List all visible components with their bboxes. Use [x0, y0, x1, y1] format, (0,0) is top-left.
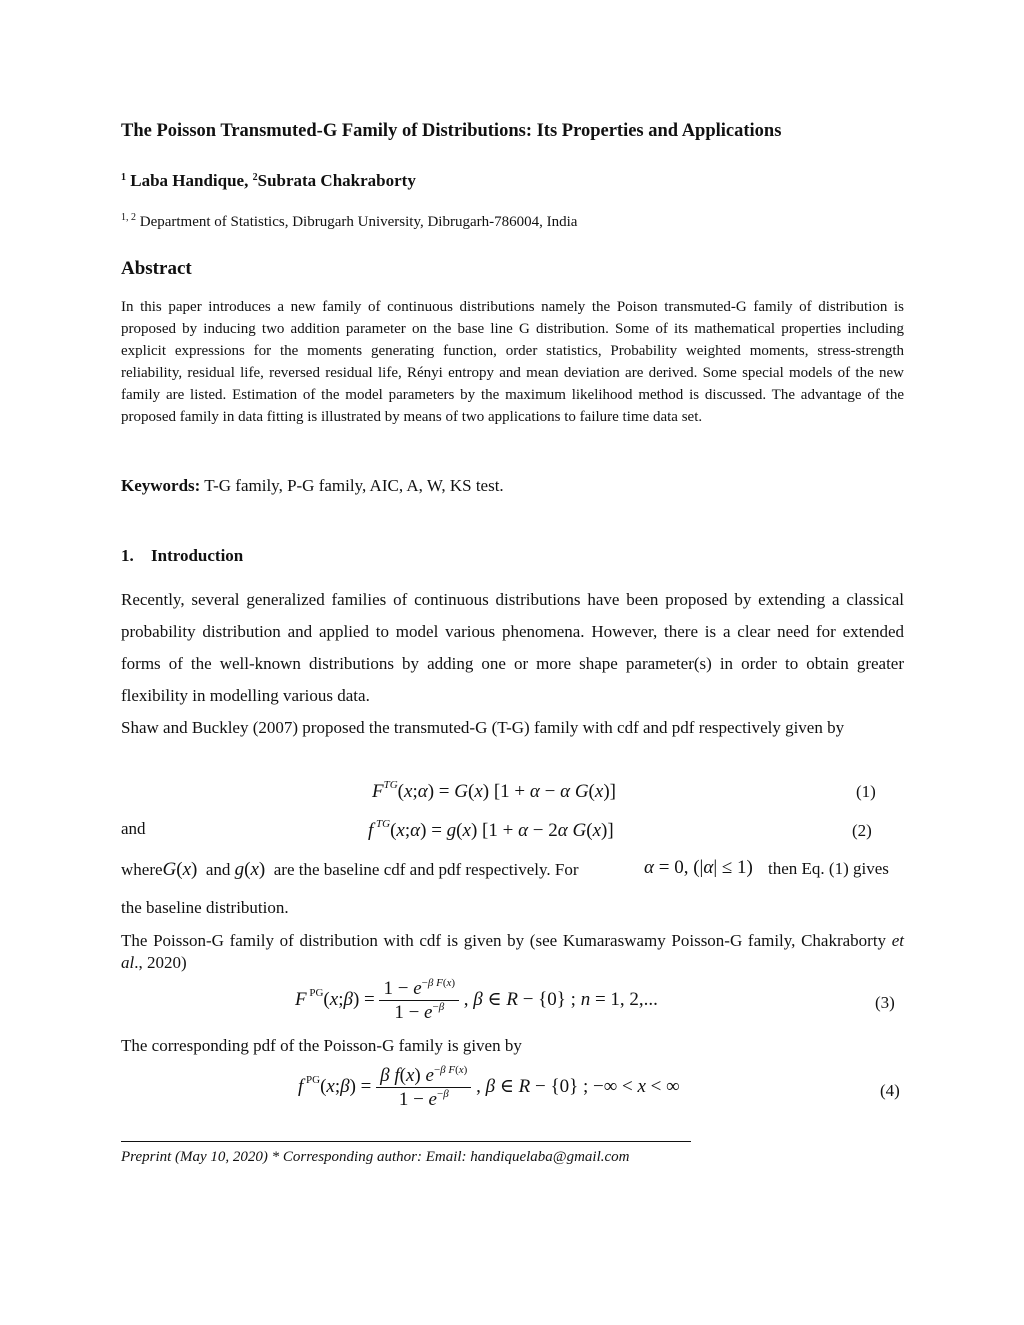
- abstract-text: In this paper introduces a new family of continuous distributions namely the Poison transmuted-G family of distribution is proposed by inducing two addition parameter on the base line G distribution. Some of its mathematical properties including explicit expressions for the moments generating function, order statistics, Probability weighted moments, stress-strength reliability, residual life, reversed residual life, Rényi entropy and mean deviation are derived. Some special models of the new family are listed. Estimation of the model parameters by the maximum likelihood method is discussed. The advantage of the proposed family in data fitting is illustrated by means of two applications to failure time data set.: [121, 299, 904, 426]
- equation-4: f $^{PG}$(x;β) = $\frac{\beta f(x) e^{-\beta F(x)}}{1 - e^{-\beta}}$ , β ∈ R − {0} ; −∞ < x < ∞: [298, 1064, 680, 1110]
- where-line-start: whereG(x) and g(x) are the baseline cdf and pdf respectively. For: [121, 859, 579, 880]
- author2-superscript: 2: [252, 172, 258, 183]
- equation-2: f $^{TG}$(x;α) = g(x) [1 + α − 2α G(x)]: [368, 818, 614, 841]
- where-text-b: and: [205, 860, 231, 879]
- keywords-text: T-G family, P-G family, AIC, A, W, KS test.: [204, 476, 504, 495]
- affiliation-line: [121, 212, 577, 231]
- footer-divider: [121, 1141, 691, 1142]
- poisson-g-paragraph: [121, 930, 904, 974]
- equation-1: $F^{TG}(x;\alpha) = G(x) [1 + \alpha - \alpha$ G(x)]: [372, 779, 616, 802]
- equation-4-fraction: $\frac{\beta f(x) e^{-\beta F(x)}}{1 - e^{-\beta}}$: [376, 1064, 471, 1111]
- author2-name: Subrata Chakraborty: [257, 171, 416, 190]
- equation-3-number: (3): [875, 993, 895, 1012]
- equation-4-number: (4): [880, 1081, 900, 1100]
- corresponding-pdf-text: The corresponding pdf of the Poisson-G family is given by: [121, 1036, 522, 1055]
- poisson-text: The Poisson-G family of distribution with cdf is given by (see Kumaraswamy Poisson-G family, Chakraborty: [121, 931, 887, 950]
- footer-note: Preprint (May 10, 2020) * Corresponding author: Email: handiquelaba@gmail.com: [121, 1149, 630, 1165]
- shaw-buckley-paragraph: Shaw and Buckley (2007) proposed the transmuted-G (T-G) family with cdf and pdf respectively given by: [121, 718, 845, 737]
- affiliation-text: Department of Statistics, Dibrugarh University, Dibrugarh-786004, India: [139, 214, 578, 230]
- authors-line: [121, 171, 416, 191]
- equation-3-fraction: $\frac{1 - e^{-\beta F(x)}}{1 - e^{-\beta}}$: [379, 977, 459, 1024]
- where-text-a: where: [121, 860, 163, 879]
- equation-2-number: (2): [852, 821, 872, 840]
- author1-superscript: 1: [121, 172, 126, 183]
- and-label: and: [121, 819, 146, 838]
- abstract-heading: Abstract: [121, 258, 192, 279]
- affiliation-superscript: 1, 2: [121, 212, 136, 223]
- intro-paragraph: Recently, several generalized families of continuous distributions have been proposed by extending a classical probability distribution and applied to model various phenomena. However, there is a clear need for extended forms of the well-known distributions by adding one or more shape parameter(s) in order to obtain greater flexibility in modelling various data.: [121, 590, 904, 705]
- poisson-etal: et al: [121, 931, 904, 972]
- keywords-line: [121, 476, 504, 496]
- section-title: Introduction: [151, 546, 244, 565]
- keywords-label: Keywords:: [121, 476, 201, 495]
- equation-1-number: (1): [856, 782, 876, 801]
- equation-3: F $^{PG}$(x;β) = $\frac{1 - e^{-\beta F(x)}}{1 - e^{-\beta}}$ , β ∈ R − {0} ; n = 1, 2,...: [295, 977, 658, 1023]
- section-heading-introduction: [121, 546, 243, 566]
- where-text-c: are the baseline cdf and pdf respectively. For: [273, 860, 579, 879]
- section-number: 1.: [121, 546, 134, 565]
- alpha-condition: α = 0, (|α| ≤ 1): [644, 857, 753, 878]
- author1-name: Laba Handique,: [130, 171, 249, 190]
- poisson-end: ., 2020): [134, 953, 187, 972]
- where-text-d: then Eq. (1) gives: [768, 859, 889, 878]
- baseline-text: the baseline distribution.: [121, 898, 289, 917]
- paper-title: The Poisson Transmuted-G Family of Distributions: Its Properties and Applications: [121, 121, 782, 141]
